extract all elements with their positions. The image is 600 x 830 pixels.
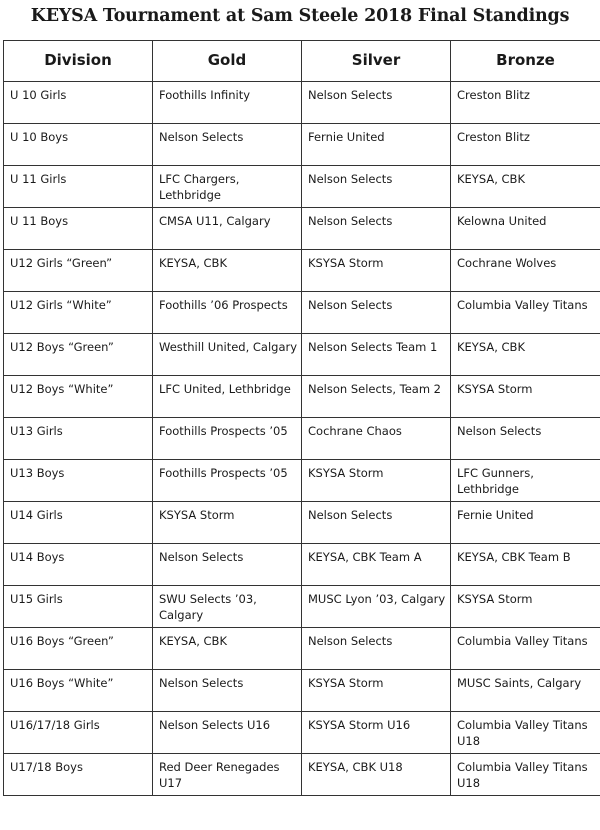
division-cell: U12 Girls “White” [4, 292, 153, 334]
gold-cell: LFC United, Lethbridge [153, 376, 302, 418]
division-cell: U12 Girls “Green” [4, 250, 153, 292]
silver-cell: Nelson Selects [302, 628, 451, 670]
table-row [4, 208, 600, 250]
table-row [4, 124, 600, 166]
gold-cell: Nelson Selects [153, 544, 302, 586]
silver-cell: KSYSA Storm [302, 670, 451, 712]
bronze-cell: Columbia Valley Titans [451, 292, 600, 334]
silver-cell: Nelson Selects [302, 292, 451, 334]
division-cell: U 11 Girls [4, 166, 153, 208]
gold-cell: Nelson Selects [153, 124, 302, 166]
bronze-cell: Cochrane Wolves [451, 250, 600, 292]
table-row [4, 460, 600, 502]
silver-cell: Nelson Selects [302, 82, 451, 124]
division-cell: U16 Boys “Green” [4, 628, 153, 670]
division-cell: U 10 Boys [4, 124, 153, 166]
bronze-cell: Nelson Selects [451, 418, 600, 460]
bronze-cell: MUSC Saints, Calgary [451, 670, 600, 712]
division-cell: U14 Girls [4, 502, 153, 544]
gold-cell: Foothills Prospects ’05 [153, 418, 302, 460]
silver-cell: Nelson Selects [302, 166, 451, 208]
gold-cell: Westhill United, Calgary [153, 334, 302, 376]
bronze-cell: LFC Gunners, Lethbridge [451, 460, 600, 502]
bronze-cell: KEYSA, CBK [451, 334, 600, 376]
table-header-row [4, 41, 600, 82]
silver-cell: Nelson Selects [302, 208, 451, 250]
silver-cell: KSYSA Storm U16 [302, 712, 451, 754]
table-row [4, 166, 600, 208]
gold-cell: Foothills Prospects ’05 [153, 460, 302, 502]
table-row [4, 82, 600, 124]
gold-cell: Foothills ’06 Prospects [153, 292, 302, 334]
gold-cell: Nelson Selects [153, 670, 302, 712]
silver-cell: Nelson Selects Team 1 [302, 334, 451, 376]
column-header-gold: Gold [153, 41, 302, 82]
bronze-cell: Fernie United [451, 502, 600, 544]
table-row [4, 292, 600, 334]
silver-cell: KSYSA Storm [302, 250, 451, 292]
table-row [4, 586, 600, 628]
table-row [4, 418, 600, 460]
division-cell: U16/17/18 Girls [4, 712, 153, 754]
silver-cell: KEYSA, CBK Team A [302, 544, 451, 586]
gold-cell: Foothills Infinity [153, 82, 302, 124]
gold-cell: KSYSA Storm [153, 502, 302, 544]
bronze-cell: Columbia Valley Titans U18 [451, 754, 600, 796]
division-cell: U15 Girls [4, 586, 153, 628]
division-cell: U12 Boys “White” [4, 376, 153, 418]
table-row [4, 376, 600, 418]
silver-cell: Fernie United [302, 124, 451, 166]
bronze-cell: Columbia Valley Titans [451, 628, 600, 670]
table-row [4, 334, 600, 376]
column-header-division: Division [4, 41, 153, 82]
silver-cell: KEYSA, CBK U18 [302, 754, 451, 796]
bronze-cell: Columbia Valley Titans U18 [451, 712, 600, 754]
bronze-cell: Kelowna United [451, 208, 600, 250]
table-row [4, 628, 600, 670]
gold-cell: CMSA U11, Calgary [153, 208, 302, 250]
bronze-cell: Creston Blitz [451, 82, 600, 124]
table-row [4, 502, 600, 544]
division-cell: U13 Girls [4, 418, 153, 460]
division-cell: U17/18 Boys [4, 754, 153, 796]
table-row [4, 712, 600, 754]
bronze-cell: KEYSA, CBK Team B [451, 544, 600, 586]
gold-cell: SWU Selects ’03, Calgary [153, 586, 302, 628]
gold-cell: LFC Chargers, Lethbridge [153, 166, 302, 208]
bronze-cell: KSYSA Storm [451, 376, 600, 418]
bronze-cell: KSYSA Storm [451, 586, 600, 628]
silver-cell: Nelson Selects, Team 2 [302, 376, 451, 418]
silver-cell: Cochrane Chaos [302, 418, 451, 460]
division-cell: U 10 Girls [4, 82, 153, 124]
division-cell: U 11 Boys [4, 208, 153, 250]
silver-cell: Nelson Selects [302, 502, 451, 544]
gold-cell: Nelson Selects U16 [153, 712, 302, 754]
division-cell: U13 Boys [4, 460, 153, 502]
standings-table [3, 40, 600, 796]
division-cell: U16 Boys “White” [4, 670, 153, 712]
division-cell: U14 Boys [4, 544, 153, 586]
table-row [4, 250, 600, 292]
gold-cell: KEYSA, CBK [153, 250, 302, 292]
division-cell: U12 Boys “Green” [4, 334, 153, 376]
silver-cell: KSYSA Storm [302, 460, 451, 502]
column-header-bronze: Bronze [451, 41, 600, 82]
column-header-silver: Silver [302, 41, 451, 82]
gold-cell: Red Deer Renegades U17 [153, 754, 302, 796]
bronze-cell: Creston Blitz [451, 124, 600, 166]
table-row [4, 754, 600, 796]
bronze-cell: KEYSA, CBK [451, 166, 600, 208]
table-row [4, 670, 600, 712]
gold-cell: KEYSA, CBK [153, 628, 302, 670]
table-row [4, 544, 600, 586]
page-title: KEYSA Tournament at Sam Steele 2018 Final Standings [30, 6, 570, 26]
silver-cell: MUSC Lyon ’03, Calgary [302, 586, 451, 628]
